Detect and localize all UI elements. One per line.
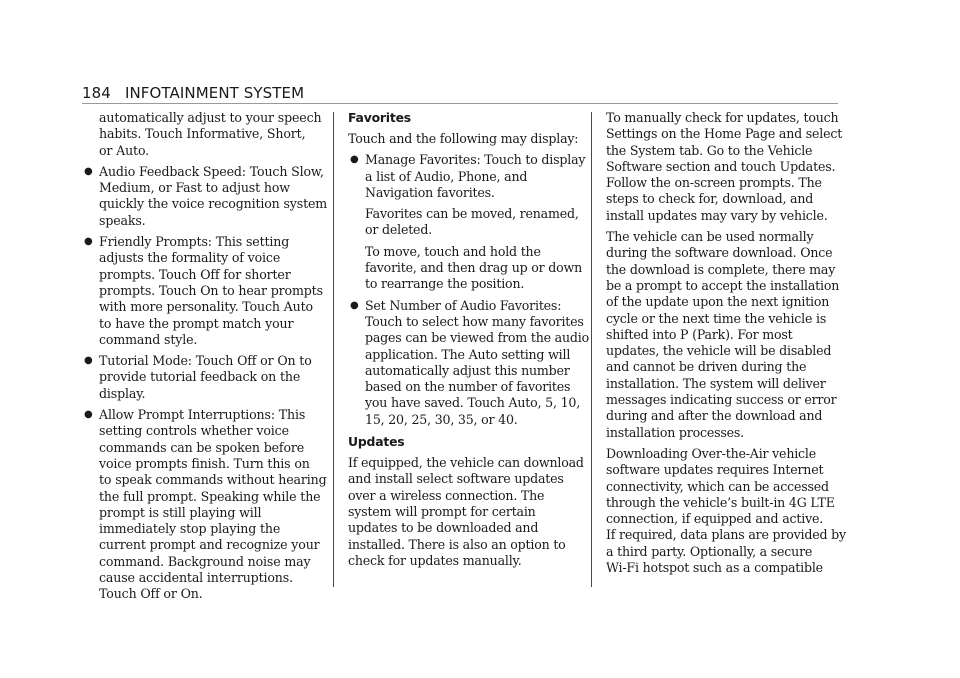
column-2 bbox=[348, 110, 593, 569]
bullet-icon: ● bbox=[84, 165, 93, 177]
column-1 bbox=[82, 110, 327, 603]
page-header bbox=[82, 84, 304, 102]
bullet-set-number-audio-favorites: ● Set Number of Audio Favorites: Touch to select how many favorites pages can be viewed from the audio application. The Auto setting will automatically adjust this number based on the number of favorites you have saved. Touch Auto, 5, 10, 15, 20, 25, 30, 35, or 40. bbox=[350, 297, 589, 427]
bullet-tutorial-mode: ● Tutorial Mode: Touch Off or On to provide tutorial feedback on the display. bbox=[84, 353, 312, 401]
bullet-friendly-prompts: ● Friendly Prompts: This setting adjusts the formality of voice prompts. Touch Off for shorter prompts. Touch On to hear prompts with more personality. Touch Auto to have the prompt match your command style. bbox=[84, 234, 323, 347]
intro-paragraph: automatically adjust to your speech habits. Touch Informative, Short, or Auto. bbox=[99, 110, 322, 158]
favorites-heading: Favorites bbox=[348, 110, 411, 125]
manual-update-paragraph: To manually check for updates, touch Settings on the Home Page and select the System tab. Go to the Vehicle Software section and touch Updates. Follow the on-screen prompts. The steps to check for, download, and install updates may vary by vehicle. bbox=[606, 110, 843, 223]
favorites-sub-paragraph: Favorites can be moved, renamed, or deleted. bbox=[365, 206, 579, 238]
bullet-icon: ● bbox=[350, 299, 359, 311]
bullet-audio-feedback-speed: ● Audio Feedback Speed: Touch Slow, Medium, or Fast to adjust how quickly the voice recognition system speaks. bbox=[84, 163, 328, 228]
section-title: INFOTAINMENT SYSTEM bbox=[124, 84, 305, 102]
ota-paragraph: Downloading Over-the-Air vehicle software updates requires Internet connectivity, which can be accessed through the vehicle’s built-in 4G LTE connection, if equipped and active. If required, data plans are provided by a third party. Optionally, a secure Wi-Fi hotspot such as a compatible bbox=[606, 445, 846, 576]
column-3 bbox=[606, 110, 851, 576]
bullet-icon: ● bbox=[84, 236, 93, 248]
bullet-manage-favorites: ● Manage Favorites: Touch to display a list of Audio, Phone, and Navigation favorites. Favorites can be moved, renamed, or deleted. To move, touch and hold the favorite, and then drag up or down to rearrange the position. bbox=[348, 152, 593, 292]
favorites-sub-paragraph: To move, touch and hold the favorite, and then drag up or down to rearrange the position. bbox=[365, 243, 583, 292]
bullet-icon: ● bbox=[84, 409, 93, 421]
download-paragraph: The vehicle can be used normally during the software download. Once the download is complete, there may be a prompt to accept the installation of the update upon the next ignition cycle or the next time the vehicle is shifted into P (Park). For most updates, the vehicle will be disabled and cannot be driven during the installation. The system will deliver messages indicating success or error during and after the download and installation processes. bbox=[606, 229, 840, 440]
column-divider bbox=[333, 112, 334, 587]
favorites-intro: Touch and the following may display: bbox=[348, 131, 579, 146]
bullet-icon: ● bbox=[350, 154, 359, 166]
header-rule bbox=[82, 103, 838, 104]
bullet-allow-prompt-interruptions: ● Allow Prompt Interruptions: This setting controls whether voice commands can be spoken before voice prompts finish. Turn this on to speak commands without hearing the full prompt. Speaking while the prompt is still playing will immediately stop playing the current prompt and recognize your command. Background noise may cause accidental interruptions. Touch Off or On. bbox=[84, 407, 327, 602]
page-number: 184 bbox=[82, 84, 111, 102]
updates-heading: Updates bbox=[348, 434, 405, 450]
bullet-icon: ● bbox=[84, 355, 93, 367]
updates-paragraph: If equipped, the vehicle can download and install select software updates over a wireless connection. The system will prompt for certain updates to be downloaded and installed. There is also an option to check for updates manually. bbox=[348, 455, 584, 568]
